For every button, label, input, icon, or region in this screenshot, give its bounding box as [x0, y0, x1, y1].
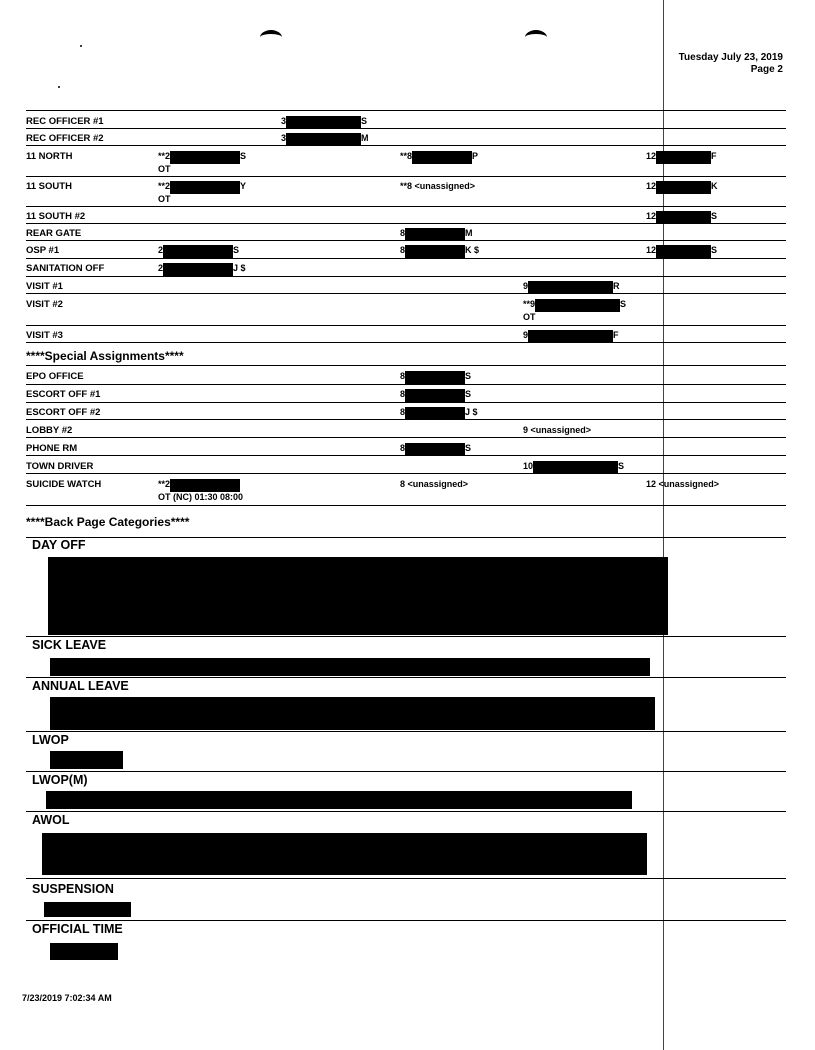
shift-code: 12 — [646, 181, 657, 191]
shift-suffix: J $ — [465, 407, 478, 417]
post-label: TOWN DRIVER — [26, 461, 94, 472]
shift-cell — [400, 245, 479, 258]
shift-cell — [158, 245, 239, 258]
post-label: SUICIDE WATCH — [26, 479, 102, 490]
category-divider — [26, 920, 786, 921]
speck — [58, 86, 60, 88]
shift-code: 12 — [646, 245, 657, 255]
category-title: LWOP(M) — [32, 773, 88, 787]
row-divider — [26, 384, 786, 385]
shift-code: **2 — [158, 151, 171, 161]
row-divider — [26, 128, 786, 129]
row-divider — [26, 276, 786, 277]
shift-cell — [523, 425, 591, 436]
shift-suffix: M — [361, 133, 369, 143]
shift-cell — [646, 181, 718, 194]
row-divider — [26, 223, 786, 224]
shift-code: 3 — [281, 133, 287, 143]
shift-code: 8 — [400, 443, 406, 453]
category-divider — [26, 677, 786, 678]
category-title: SUSPENSION — [32, 882, 114, 896]
shift-suffix: J $ — [233, 263, 246, 273]
post-label: VISIT #1 — [26, 281, 63, 292]
shift-code: 9 — [523, 330, 529, 340]
shift-code: 12 <unassigned> — [646, 479, 720, 489]
row-divider — [26, 293, 786, 294]
shift-suffix: P — [472, 151, 479, 161]
shift-suffix: S — [620, 299, 627, 309]
row-divider — [26, 240, 786, 241]
shift-code: 8 — [400, 371, 406, 381]
shift-cell — [400, 371, 471, 384]
shift-note: OT — [158, 194, 171, 204]
category-title: LWOP — [32, 733, 69, 747]
post-label: REC OFFICER #2 — [26, 133, 104, 144]
post-label: 11 SOUTH #2 — [26, 211, 86, 222]
shift-cell — [400, 151, 478, 164]
shift-cell — [646, 479, 719, 490]
redaction-bar — [656, 151, 711, 164]
post-label: ESCORT OFF #1 — [26, 389, 101, 400]
shift-code: 8 — [400, 389, 406, 399]
post-label: PHONE RM — [26, 443, 78, 454]
shift-suffix: S — [233, 245, 240, 255]
shift-code: 12 — [646, 151, 657, 161]
row-divider — [26, 325, 786, 326]
redaction-bar — [170, 151, 240, 164]
shift-suffix: S — [711, 245, 718, 255]
punch-hole-left — [260, 30, 282, 45]
shift-cell — [158, 151, 246, 175]
redaction-bar — [170, 479, 240, 492]
post-label: REC OFFICER #1 — [26, 116, 104, 127]
redaction-bar — [170, 181, 240, 194]
shift-code: 8 — [400, 245, 406, 255]
redaction-bar — [656, 245, 711, 258]
row-divider — [26, 437, 786, 438]
shift-code: 2 — [158, 245, 164, 255]
category-divider — [26, 731, 786, 732]
redaction-bar — [656, 181, 711, 194]
redaction-bar — [163, 245, 233, 258]
shift-suffix: S — [618, 461, 625, 471]
category-title: DAY OFF — [32, 538, 86, 552]
post-label: EPO OFFICE — [26, 371, 84, 382]
redaction-bar — [405, 245, 465, 258]
redacted-names-block — [50, 943, 118, 960]
shift-code: 2 — [158, 263, 164, 273]
row-divider — [26, 145, 786, 146]
shift-code: 12 — [646, 211, 657, 221]
shift-code: **9 — [523, 299, 536, 309]
shift-suffix: F — [711, 151, 717, 161]
shift-code: 8 — [400, 407, 406, 417]
shift-cell — [400, 479, 468, 490]
post-label: LOBBY #2 — [26, 425, 73, 436]
redacted-names-block — [42, 833, 647, 875]
speck — [80, 45, 82, 47]
shift-suffix: M — [465, 228, 473, 238]
shift-suffix: Y — [240, 181, 247, 191]
punch-hole-right — [525, 30, 547, 45]
shift-cell — [646, 151, 717, 164]
category-title: AWOL — [32, 813, 70, 827]
redaction-bar — [412, 151, 472, 164]
row-divider — [26, 258, 786, 259]
shift-code: **2 — [158, 479, 171, 489]
row-divider — [26, 537, 786, 538]
shift-suffix: R — [613, 281, 620, 291]
post-label: 11 NORTH — [26, 151, 73, 162]
shift-code: **8 <unassigned> — [400, 181, 476, 191]
redaction-bar — [405, 389, 465, 402]
redacted-names-block — [50, 658, 650, 676]
redaction-bar — [163, 263, 233, 276]
shift-code: 9 <unassigned> — [523, 425, 592, 435]
category-divider — [26, 771, 786, 772]
redacted-names-block — [50, 751, 123, 769]
shift-cell — [400, 389, 471, 402]
shift-code: 3 — [281, 116, 287, 126]
post-label: VISIT #2 — [26, 299, 63, 310]
shift-cell — [646, 245, 717, 258]
shift-note: OT (NC) 01:30 08:00 — [158, 492, 244, 502]
shift-suffix: S — [465, 443, 472, 453]
shift-code: 10 — [523, 461, 534, 471]
shift-suffix: S — [465, 389, 472, 399]
shift-code: 9 — [523, 281, 529, 291]
post-label: ESCORT OFF #2 — [26, 407, 101, 418]
row-divider — [26, 419, 786, 420]
shift-cell — [158, 479, 243, 503]
row-divider — [26, 110, 786, 111]
shift-note: OT — [158, 164, 171, 174]
shift-code: **8 — [400, 151, 413, 161]
page-header — [679, 52, 783, 76]
special-assignments-title: ****Special Assignments**** — [26, 349, 184, 363]
category-divider — [26, 811, 786, 812]
post-label: OSP #1 — [26, 245, 60, 256]
shift-cell — [158, 263, 246, 276]
row-divider — [26, 455, 786, 456]
post-label: 11 SOUTH — [26, 181, 72, 192]
redacted-names-block — [46, 791, 632, 809]
row-divider — [26, 365, 786, 366]
row-divider — [26, 342, 786, 343]
redaction-bar — [405, 371, 465, 384]
redacted-names-block — [44, 902, 131, 917]
print-timestamp: 7/23/2019 7:02:34 AM — [22, 993, 112, 1003]
category-title: ANNUAL LEAVE — [32, 679, 129, 693]
post-label: SANITATION OFF — [26, 263, 105, 274]
row-divider — [26, 176, 786, 177]
shift-cell — [523, 299, 626, 323]
shift-cell — [158, 181, 246, 205]
redaction-bar — [535, 299, 620, 312]
shift-suffix: F — [613, 330, 619, 340]
page-number: Page 2 — [750, 64, 783, 75]
shift-suffix: S — [361, 116, 368, 126]
shift-suffix: S — [240, 151, 247, 161]
report-date: Tuesday July 23, 2019 — [678, 52, 783, 63]
redacted-names-block — [50, 697, 655, 730]
category-title: SICK LEAVE — [32, 638, 107, 652]
category-title: OFFICIAL TIME — [32, 922, 123, 936]
post-label: VISIT #3 — [26, 330, 63, 341]
row-divider — [26, 402, 786, 403]
shift-code: 8 <unassigned> — [400, 479, 469, 489]
category-divider — [26, 878, 786, 879]
back-page-title: ****Back Page Categories**** — [26, 515, 190, 529]
shift-note: OT — [523, 312, 536, 322]
shift-suffix: K $ — [465, 245, 480, 255]
redacted-names-block — [48, 557, 668, 635]
shift-suffix: S — [465, 371, 472, 381]
shift-suffix: S — [711, 211, 718, 221]
post-label: REAR GATE — [26, 228, 82, 239]
row-divider — [26, 206, 786, 207]
shift-code: **2 — [158, 181, 171, 191]
shift-cell — [400, 181, 475, 192]
row-divider — [26, 473, 786, 474]
shift-code: 8 — [400, 228, 406, 238]
shift-suffix: K — [711, 181, 718, 191]
row-divider — [26, 505, 786, 506]
category-divider — [26, 636, 786, 637]
